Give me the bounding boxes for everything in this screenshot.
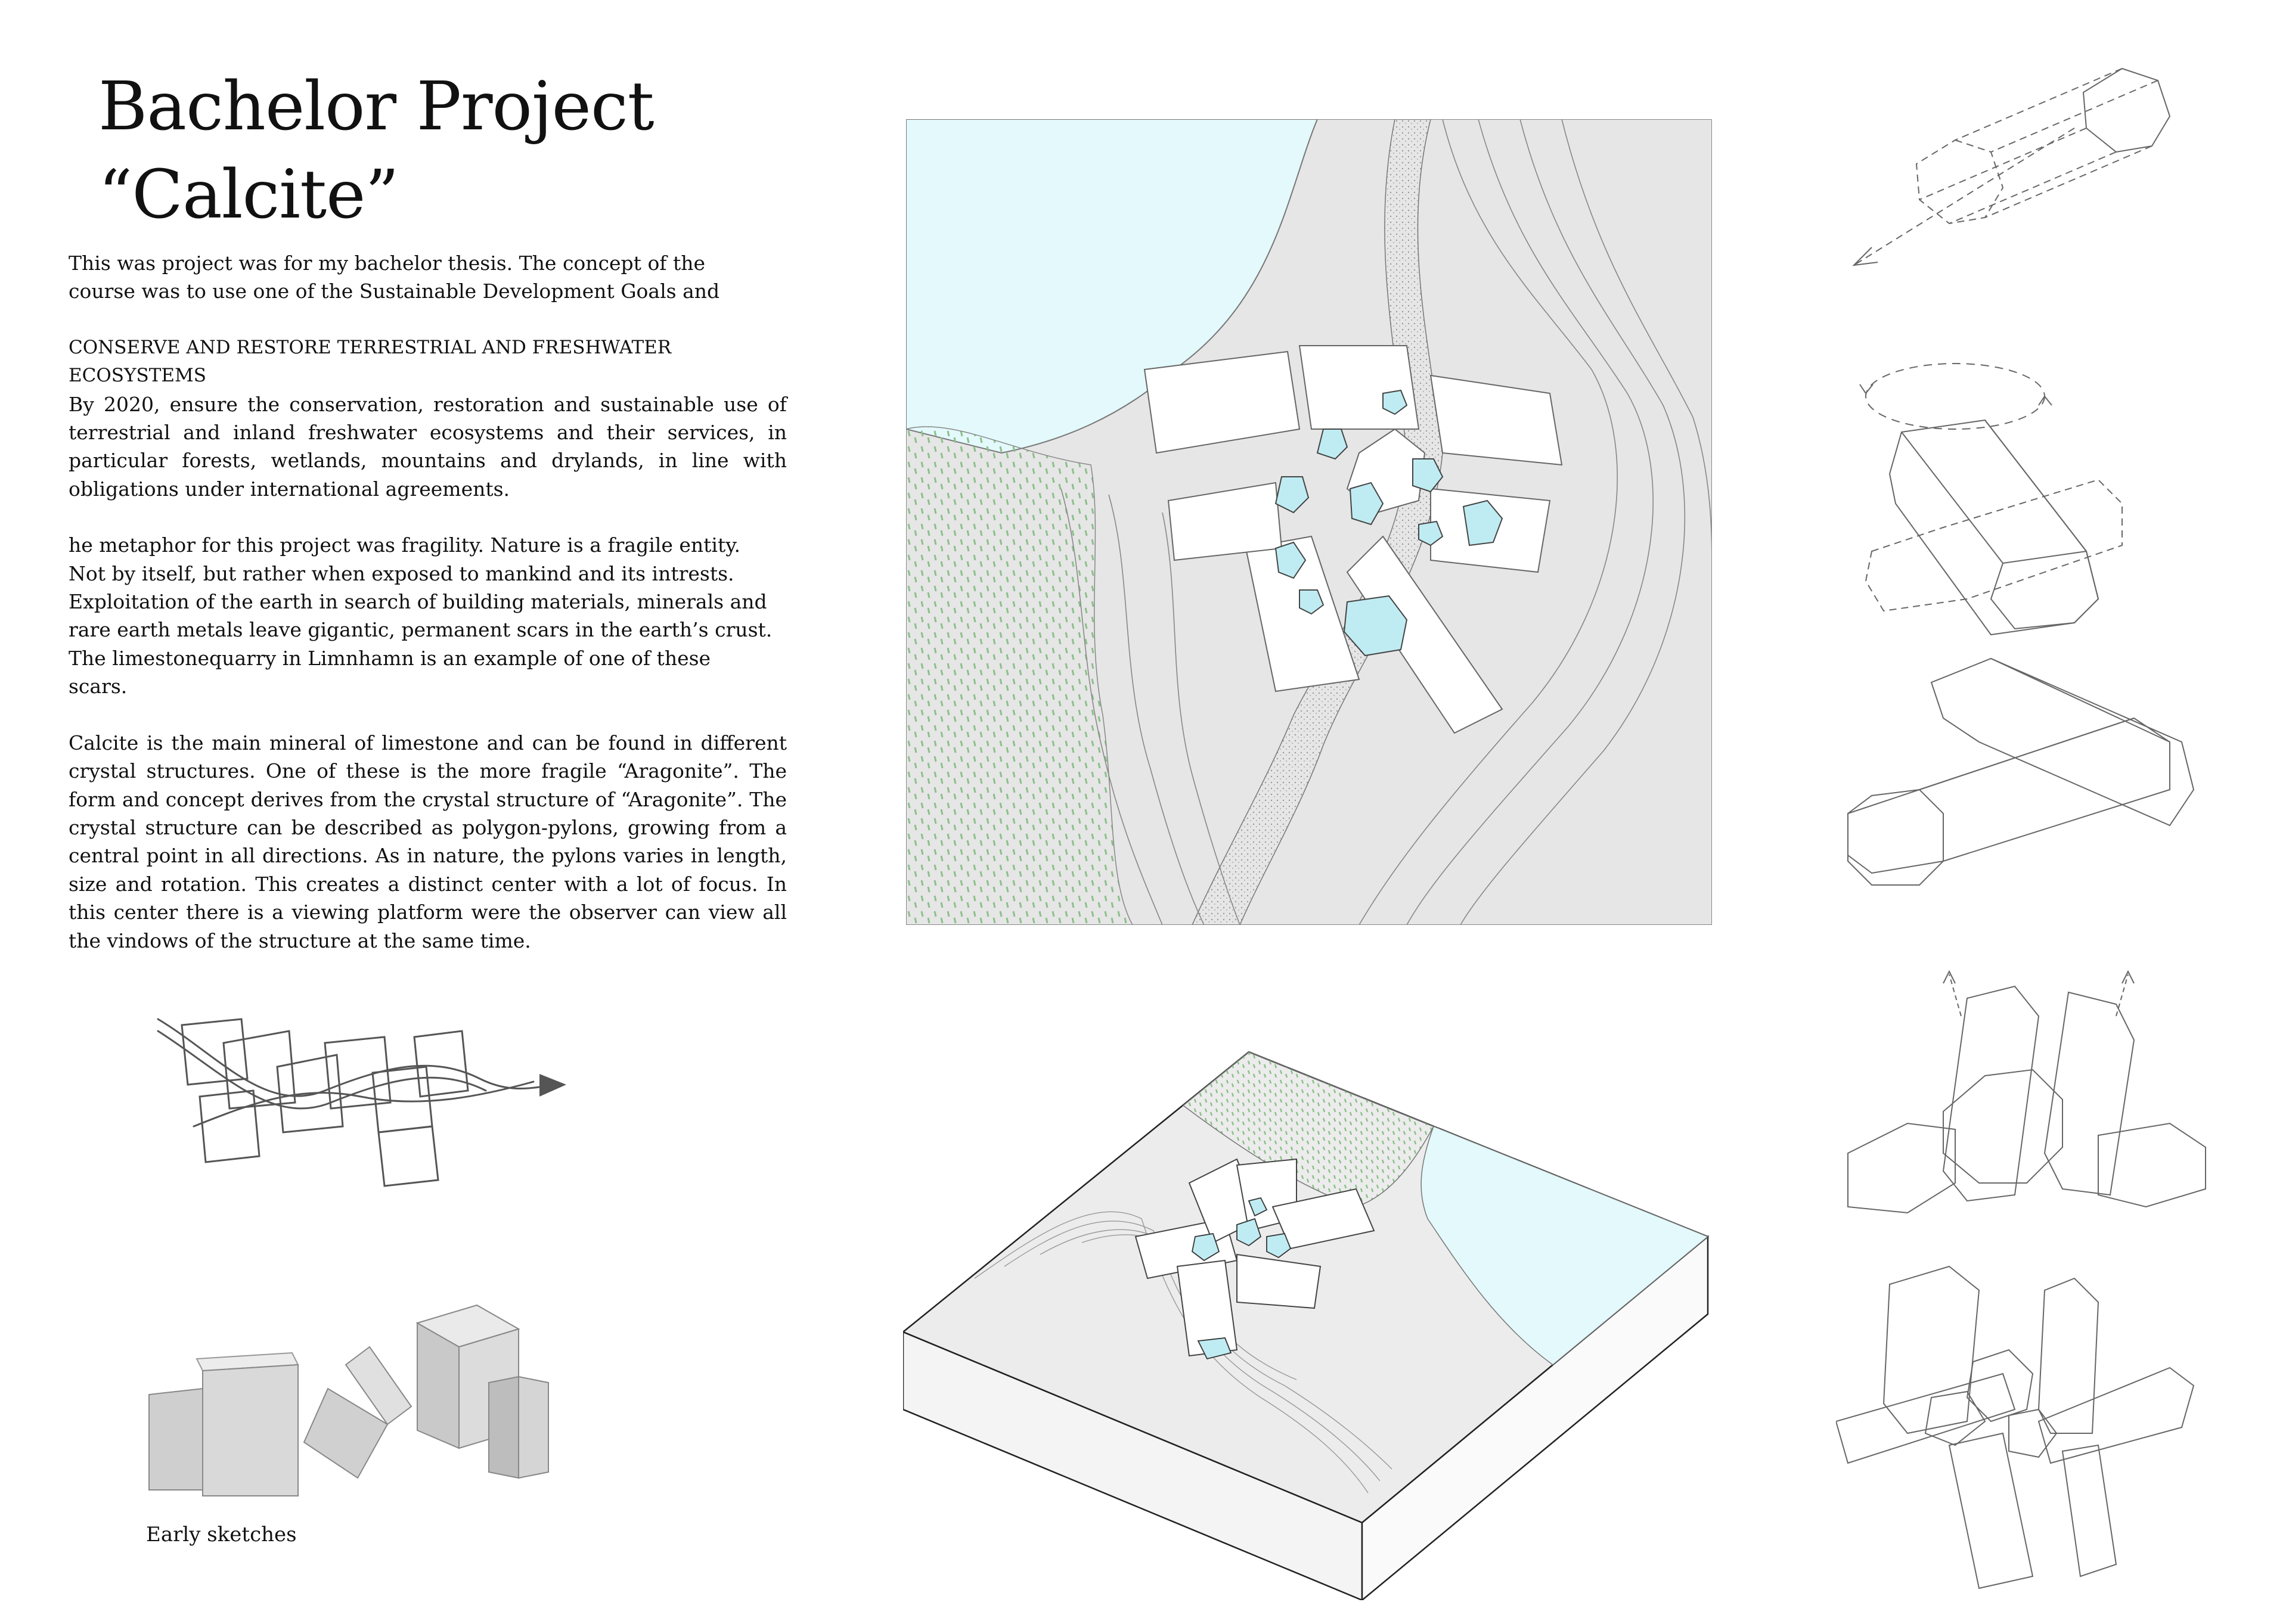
intro-line-1: This was project was for my bachelor thesis. The concept of the bbox=[69, 251, 706, 275]
metaphor-line-3: Exploitation of the earth in search of building materials, minerals and bbox=[69, 590, 767, 614]
hand-sketch bbox=[146, 1007, 587, 1204]
diagram-5-cluster bbox=[1848, 971, 2206, 1213]
sketch-strokes bbox=[158, 1019, 563, 1186]
intro-line-2: course was to use one of the Sustainable Development Goals and bbox=[69, 280, 720, 303]
page-title bbox=[98, 63, 654, 239]
title-line-2: “Calcite” bbox=[98, 156, 399, 234]
model-block-1 bbox=[149, 1389, 203, 1490]
sketch-drawing bbox=[146, 1007, 587, 1204]
metaphor-line-5: The limestonequarry in Limnhamn is an example of one of these bbox=[69, 646, 711, 670]
axonometric-drawing bbox=[903, 1040, 1738, 1600]
diagram-3-rotated-pylons bbox=[1866, 420, 2122, 635]
diagram-6-final-form bbox=[1836, 1266, 2194, 1588]
metaphor-line-2: Not by itself, but rather when exposed to mankind and its intrests. bbox=[69, 561, 734, 585]
title-line-1: Bachelor Project bbox=[98, 68, 654, 145]
goal-body: By 2020, ensure the conservation, restoration and sustainable use of terrestrial and inland freshwater ecosystems and their services, in particular forests, wetlands, mountains and drylands, in line with obligations under international agreements. bbox=[69, 392, 787, 501]
diagram-1-extrusion bbox=[1854, 69, 2170, 265]
site-plan bbox=[906, 119, 1712, 925]
diagram-2-rotation bbox=[1860, 364, 2052, 429]
physical-model bbox=[137, 1299, 590, 1502]
metaphor-line-1: he metaphor for this project was fragility. Nature is a fragile entity. bbox=[69, 533, 740, 557]
description-text bbox=[69, 249, 787, 955]
sketches-caption: Early sketches bbox=[146, 1523, 297, 1547]
sketch-arrow bbox=[539, 1074, 566, 1097]
model-block-5-side bbox=[489, 1377, 519, 1478]
site-plan-drawing bbox=[906, 119, 1712, 925]
pylon-north bbox=[1299, 346, 1419, 429]
axonometric-model bbox=[903, 1040, 1738, 1600]
concept-diagrams-drawing bbox=[1836, 63, 2217, 1624]
diagram-4-cross bbox=[1848, 659, 2194, 885]
calcite-body: Calcite is the main mineral of limestone and can be found in different crystal structures. One of these is the more fragile “Aragonite”. The form and concept derives from the crystal structure of “Aragonite”. The crystal structure can be described as polygon-pylons, growing from a central point in all directions. As in nature, the pylons varies in length, size and rotation. This creates a distinct center with a lot of focus. In this center there is a viewing platform were the observer can view all the vindows of the structure at the same time. bbox=[69, 731, 787, 952]
model-block-5 bbox=[519, 1377, 548, 1478]
goal-heading-line-1: CONSERVE AND RESTORE TERRESTRIAL AND FRESHWATER bbox=[69, 336, 672, 358]
physical-model-drawing bbox=[137, 1299, 590, 1502]
model-block-2 bbox=[203, 1365, 298, 1496]
goal-heading-line-2: ECOSYSTEMS bbox=[69, 365, 206, 387]
metaphor-line-4: rare earth metals leave gigantic, permanent scars in the earth’s crust. bbox=[69, 618, 773, 642]
metaphor-line-6: scars. bbox=[69, 675, 128, 698]
concept-diagrams bbox=[1836, 63, 2217, 1624]
